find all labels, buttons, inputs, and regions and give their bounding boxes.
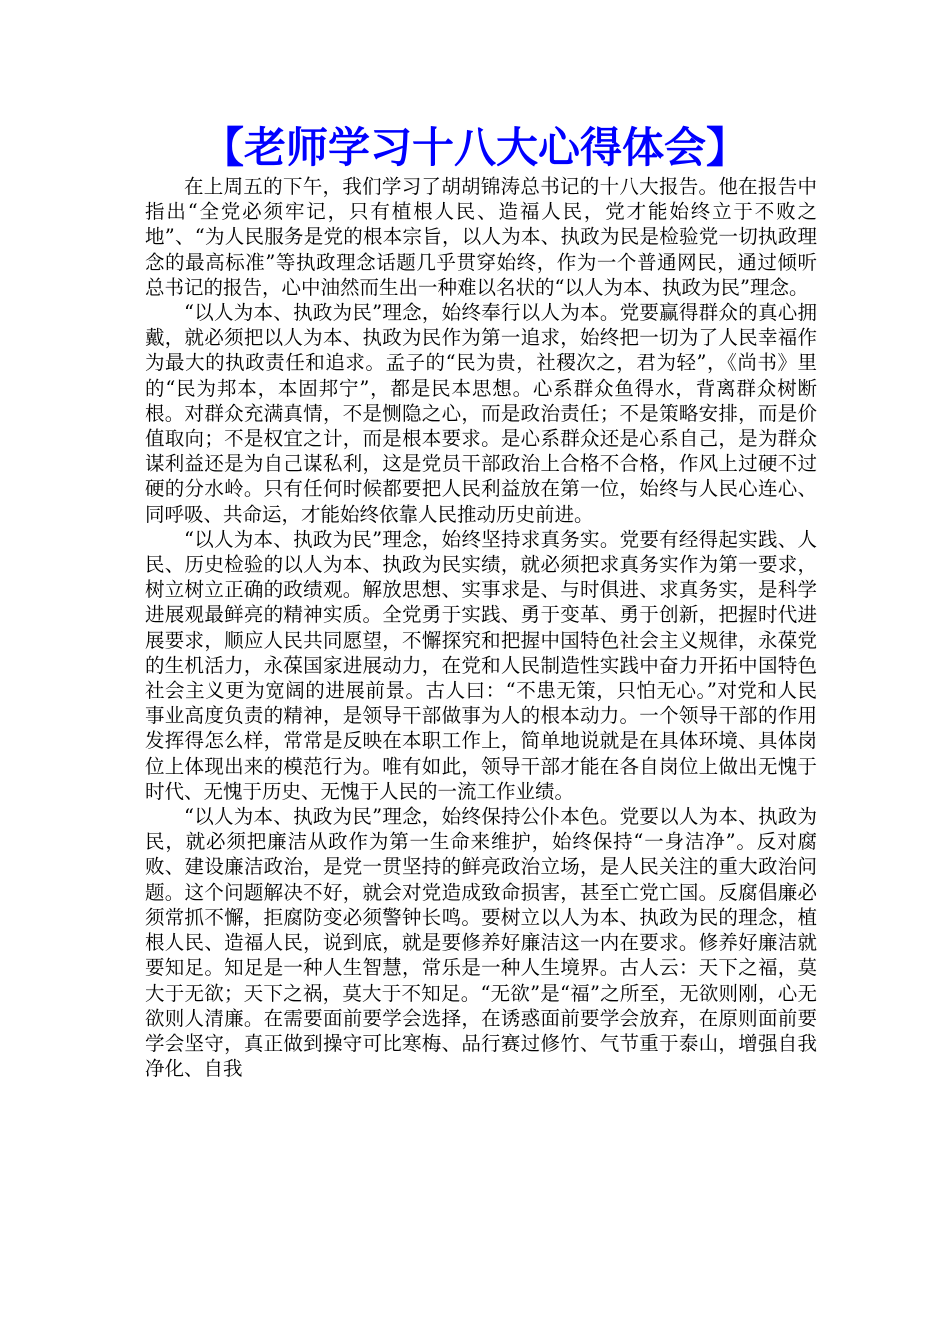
paragraph-2: “以人为本、执政为民”理念，始终奉行以人为本。党要赢得群众的真心拥戴，就必须把以人为本、执政为民作为第一追求，始终把一切为了人民幸福作为最大的执政责任和追求。孟子的“民为贵，社稷次之，君为轻”，《尚书》里的“民为邦本，本固邦宁”，都是民本思想。心系群众鱼得水，背离群众树断根。对群众充满真情，不是恻隐之心，而是政治责任；不是策略安排，而是价值取向；不是权宜之计，而是根本要求。是心系群众还是心系自己，是为群众谋利益还是为自己谋私利，这是党员干部政治上合格不合格，作风上过硬不过硬的分水岭。只有任何时候都要把人民利益放在第一位，始终与人民心连心、同呼吸、共命运，才能始终依靠人民推动历史前进。 (145, 301, 817, 526)
paragraph-1: 在上周五的下午，我们学习了胡胡锦涛总书记的十八大报告。他在报告中指出“全党必须牢记，只有植根人民、造福人民，党才能始终立于不败之地”、“为人民服务是党的根本宗旨，以人为本、执政为民是检验党一切执政理念的最高标准”等执政理念话题几乎贯穿始终，作为一个普通网民，通过倾听总书记的报告，心中油然而生出一种难以名状的“以人为本、执政为民”理念。 (145, 175, 817, 299)
paragraph-3: “以人为本、执政为民”理念，始终坚持求真务实。党要有经得起实践、人民、历史检验的以人为本、执政为民实绩，就必须把求真务实作为第一要求，树立树立正确的政绩观。解放思想、实事求是、与时俱进、求真务实，是科学进展观最鲜亮的精神实质。全党勇于实践、勇于变革、勇于创新，把握时代进展要求，顺应人民共同愿望，不懈探究和把握中国特色社会主义规律，永葆党的生机活力，永葆国家进展动力，在党和人民制造性实践中奋力开拓中国特色社会主义更为宽阔的进展前景。古人曰：“不患无策，只怕无心。”对党和人民事业高度负责的精神，是领导干部做事为人的根本动力。一个领导干部的作用发挥得怎么样，常常是反映在本职工作上，简单地说就是在具体环境、具体岗位上体现出来的模范行为。唯有如此，领导干部才能在各自岗位上做出无愧于时代、无愧于历史、无愧于人民的一流工作业绩。 (145, 527, 817, 803)
document-body (145, 174, 817, 1081)
paragraph-4: “以人为本、执政为民”理念，始终保持公仆本色。党要以人为本、执政为民，就必须把廉洁从政作为第一生命来维护，始终保持“一身洁净”。反对腐败、建设廉洁政治，是党一贯坚持的鲜亮政治立场，是人民关注的重大政治问题。这个问题解决不好，就会对党造成致命损害，甚至亡党亡国。反腐倡廉必须常抓不懈，拒腐防变必须警钟长鸣。要树立以人为本、执政为民的理念，植根人民、造福人民，说到底，就是要修养好廉洁这一内在要求。修养好廉洁就要知足。知足是一种人生智慧，常乐是一种人生境界。古人云：天下之福，莫大于无欲；天下之祸，莫大于不知足。“无欲”是“福”之所至，无欲则刚，心无欲则人清廉。在需要面前要学会选择，在诱惑面前要学会放弃，在原则面前要学会坚守，真正做到操守可比寒梅、品行赛过修竹、气节重于泰山，增强自我净化、自我 (145, 805, 817, 1081)
document-title: 【老师学习十八大心得体会】 (201, 123, 748, 172)
